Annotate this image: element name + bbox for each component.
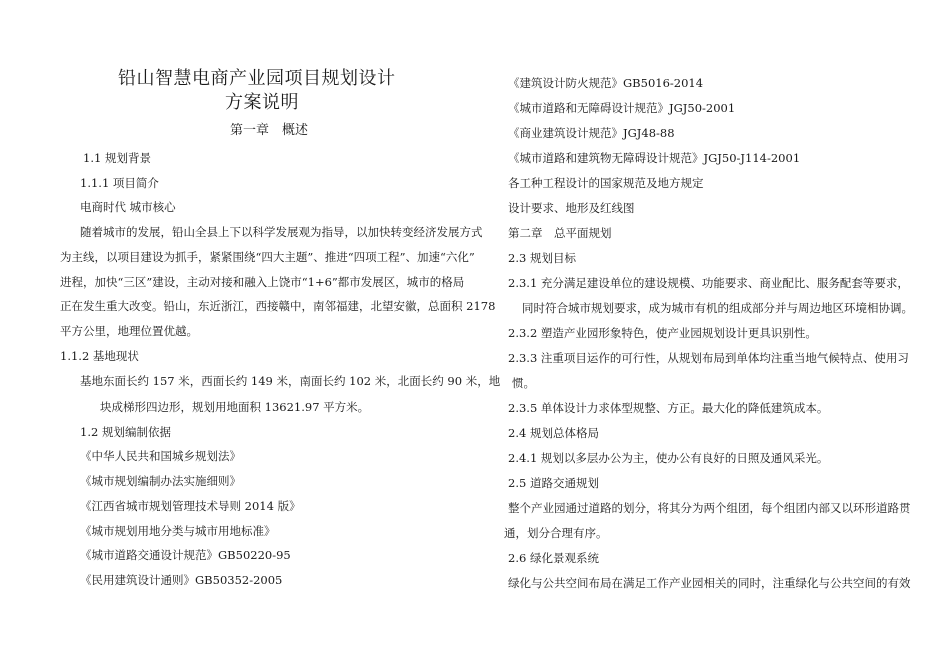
- paragraph-line: 2.3.5 单体设计力求体型规整、方正。最大化的降低建筑成本。: [508, 401, 829, 415]
- paragraph-line: 正在发生重大改变。铅山，东近浙江，西接赣中，南邻福建，北望安徽，总面积 2178: [60, 299, 496, 313]
- reference-item: 《城市道路交通设计规范》GB50220-95: [80, 548, 291, 562]
- chapter-2-heading: 第二章 总平面规划: [508, 226, 612, 240]
- reference-item: 《建筑设计防火规范》GB5016-2014: [508, 76, 704, 90]
- section-2-3-heading: 2.3 规划目标: [508, 251, 576, 265]
- reference-item: 《城市道路和建筑物无障碍设计规范》JGJ50-J114-2001: [508, 151, 801, 165]
- paragraph-line: 块成梯形四边形，规划用地面积 13621.97 平方米。: [100, 400, 370, 414]
- paragraph-line: 通，划分合理有序。: [504, 526, 608, 540]
- reference-note: 各工种工程设计的国家规范及地方规定: [508, 176, 704, 190]
- section-subtitle: 电商时代 城市核心: [80, 200, 176, 214]
- paragraph-line: 为主线，以项目建设为抓手，紧紧围绕“四大主题”、推进“四项工程”、加速“六化”: [60, 250, 475, 264]
- reference-note: 设计要求、地形及红线图: [508, 201, 635, 215]
- section-2-6-heading: 2.6 绿化景观系统: [508, 551, 599, 565]
- chapter-1-heading: 第一章 概述: [230, 123, 309, 138]
- paragraph-line: 整个产业园通过道路的划分，将其分为两个组团，每个组团内部又以环形道路贯: [508, 501, 911, 515]
- paragraph-line: 惯。: [512, 376, 535, 390]
- section-2-5-heading: 2.5 道路交通规划: [508, 476, 599, 490]
- section-2-4-heading: 2.4 规划总体格局: [508, 426, 599, 440]
- reference-item: 《城市道路和无障碍设计规范》JGJ50-2001: [508, 101, 736, 115]
- section-1-2-heading: 1.2 规划编制依据: [80, 425, 171, 439]
- paragraph-line: 2.4.1 规划以多层办公为主，使办公有良好的日照及通风采光。: [508, 451, 829, 465]
- reference-item: 《城市规划用地分类与城市用地标准》: [80, 524, 276, 538]
- paragraph-line: 随着城市的发展，铅山全县上下以科学发展观为指导，以加快转变经济发展方式: [80, 225, 483, 239]
- section-1-1-2-heading: 1.1.2 基地现状: [60, 349, 139, 363]
- paragraph-line: 2.3.2 塑造产业园形象特色，使产业园规划设计更具识别性。: [508, 326, 817, 340]
- section-1-1-heading: 1.1 规划背景: [83, 151, 151, 165]
- paragraph-line: 同时符合城市规划要求，成为城市有机的组成部分并与周边地区环境相协调。: [522, 301, 913, 315]
- paragraph-line: 绿化与公共空间布局在满足工作产业园相关的同时，注重绿化与公共空间的有效: [508, 576, 911, 590]
- section-1-1-1-heading: 1.1.1 项目简介: [80, 176, 159, 190]
- reference-item: 《中华人民共和国城乡规划法》: [80, 449, 241, 463]
- reference-item: 《商业建筑设计规范》JGJ48-88: [508, 126, 675, 140]
- reference-item: 《江西省城市规划管理技术导则 2014 版》: [80, 499, 301, 513]
- paragraph-line: 2.3.3 注重项目运作的可行性，从规划布局到单体均注重当地气候特点、使用习: [508, 351, 909, 365]
- reference-item: 《民用建筑设计通则》GB50352-2005: [80, 573, 283, 587]
- paragraph-line: 进程，加快“三区”建设，主动对接和融入上饶市“1+6”都市发展区，城市的格局: [60, 275, 465, 289]
- document-title: 铅山智慧电商产业园项目规划设计: [118, 68, 396, 89]
- paragraph-line: 2.3.1 充分满足建设单位的建设规模、功能要求、商业配比、服务配套等要求，: [508, 276, 909, 290]
- paragraph-line: 基地东面长约 157 米，西面长约 149 米，南面长约 102 米，北面长约 90 米，地: [80, 374, 501, 388]
- reference-item: 《城市规划编制办法实施细则》: [80, 474, 241, 488]
- paragraph-line: 平方公里，地理位置优越。: [60, 324, 198, 338]
- document-subtitle: 方案说明: [225, 92, 299, 113]
